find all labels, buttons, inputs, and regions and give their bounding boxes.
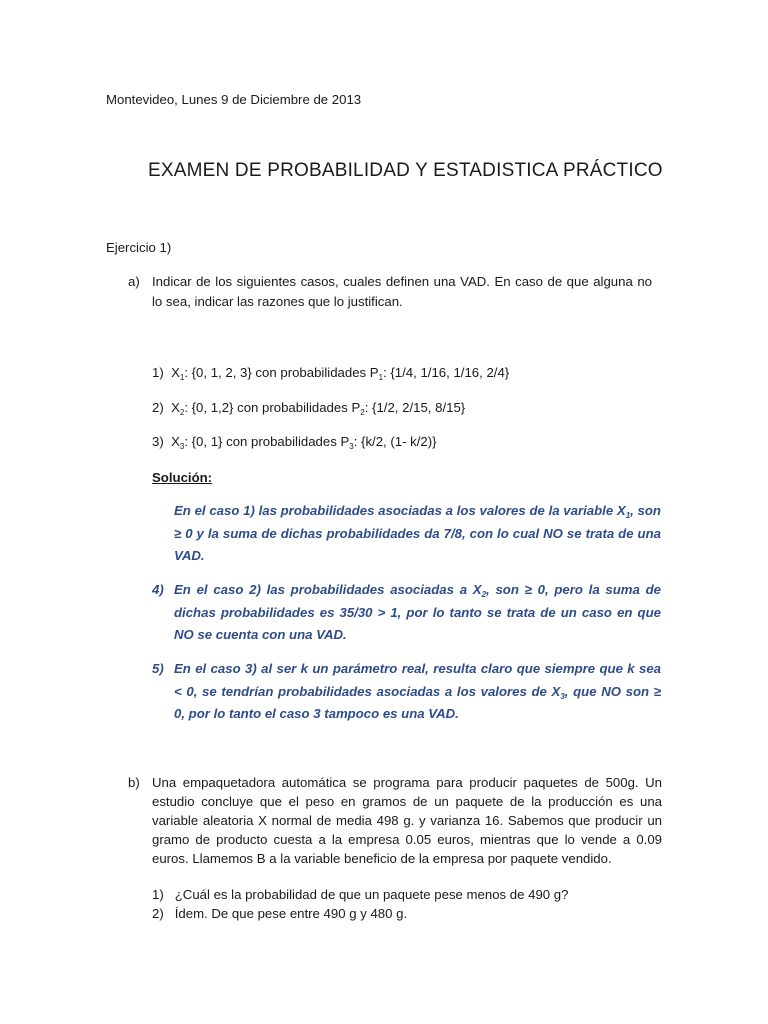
solution-label: Solución: (152, 470, 213, 485)
case-number: 3) (152, 434, 164, 449)
page-title: EXAMEN DE PROBABILIDAD Y ESTADISTICA PRÁCTICO (148, 160, 663, 181)
solution-1: En el caso 1) las probabilidades asociadas a los valores de la variable $X_1$, son ≥ 0 y la suma de dichas probabilidades da 7/8, con lo cual NO se trata de una VAD. (174, 503, 661, 563)
case-number: 1) (152, 365, 164, 380)
part-a-text: Indicar de los siguientes casos, cuales definen una VAD. En caso de que alguna no lo sea, indicar las razones que lo justifican. (152, 274, 652, 309)
question-number: 1) (152, 887, 164, 902)
solution-2-marker: 4) (152, 582, 164, 597)
question-text: ¿Cuál es la probabilidad de que un paquete pese menos de 490 g? (174, 887, 569, 902)
solution-3-marker: 5) (152, 661, 164, 676)
case-var: X (171, 400, 180, 415)
case-var: X (171, 434, 180, 449)
exercise-label: Ejercicio 1) (106, 240, 172, 255)
part-b-text: Una empaquetadora automática se programa para producir paquetes de 500g. Un estudio concluye que el peso en gramos de un paquete de la producción es una variable aleatoria X normal de media 498 g. y varianza 16. Sabemos que producir un gramo de producto cuesta a la empresa 0.05 euros, mientras que lo vende a 0.09 euros. Llamemos B a la variable beneficio de la empresa por paquete vendido. (152, 775, 662, 866)
question-text: Ídem. De que pese entre 490 g y 480 g. (174, 906, 408, 921)
part-b-marker: b) (128, 775, 140, 790)
case-var: X (171, 365, 180, 380)
case-number: 2) (152, 400, 164, 415)
solution-3: En el caso 3) al ser k un parámetro real, resulta claro que siempre que k sea < 0, se tendrían probabilidades asociadas a los valores de $X_3$, que NO son ≥ 0, por lo tanto el caso 3 tampoco es una VAD. (174, 661, 661, 721)
solution-2: En el caso 2) las probabilidades asociadas a $X_2$, son ≥ 0, pero la suma de dichas probabilidades es 35/30 > 1, por lo tanto se trata de un caso en que NO se cuenta con una VAD. (174, 582, 661, 642)
case-2: 2) $X_2$: {0, 1,2} con probabilidades $P_2$: {1/2, 2/15, 8/15} (152, 400, 466, 417)
case-1: 1) $X_1$: {0, 1, 2, 3} con probabilidades $P_1$: {1/4, 1/16, 1/16, 2/4} (152, 365, 510, 382)
question-2 (152, 906, 407, 921)
question-1 (152, 887, 568, 902)
place-date: Montevideo, Lunes 9 de Diciembre de 2013 (106, 92, 362, 107)
part-a-marker: a) (128, 274, 140, 289)
case-3: 3) $X_3$: {0, 1} con probabilidades $P_3$: {k/2, (1- k/2)} (152, 434, 437, 451)
question-number: 2) (152, 906, 164, 921)
